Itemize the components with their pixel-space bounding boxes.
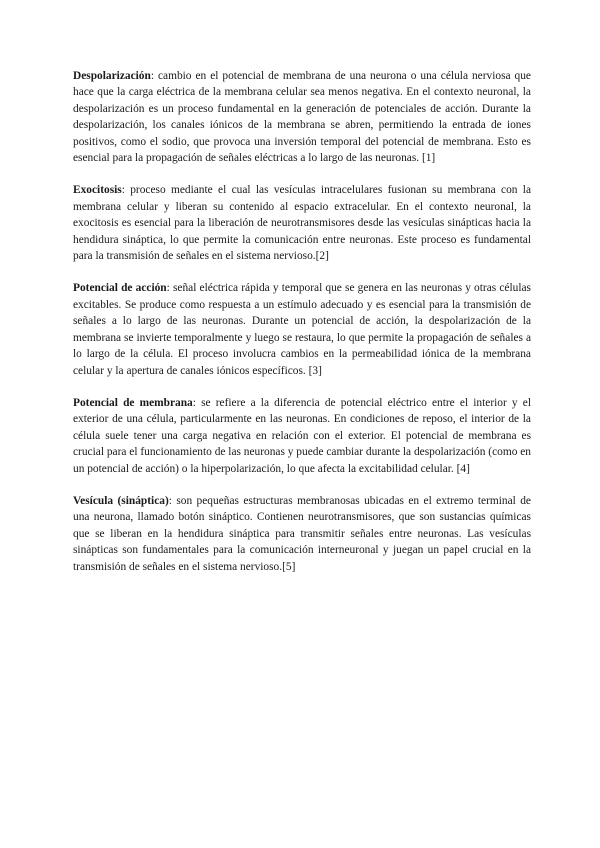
glossary-entry-exocitosis [73, 182, 531, 264]
glossary-entry-potencial-de-accion [73, 280, 531, 378]
document-page [73, 68, 531, 591]
glossary-entry-vesicula-sinaptica [73, 493, 531, 575]
glossary-term: Despolarización [73, 70, 151, 82]
glossary-entry-potencial-de-membrana [73, 395, 531, 477]
glossary-definition: : son pequeñas estructuras membranosas ubicadas en el extremo terminal de una neurona, llamado botón sináptico. Contienen neurotransmisores, que son sustancias químicas que se liberan en la hendidura sináptica para transmitir señales entre neuronas. Las vesículas sinápticas son fundamentales para la comunicación interneuronal y juegan un papel crucial en la transmisión de señales en el sistema nervioso.[5] [73, 494, 531, 573]
glossary-term: Exocitosis [73, 184, 122, 197]
glossary-definition: : proceso mediante el cual las vesículas intracelulares fusionan su membrana con la membrana celular y liberan su contenido al espacio extracelular. En el contexto neuronal, la exocitosis es esencial para la liberación de neurotransmisores desde las vesículas sinápticas hacia la hendidura sináptica, lo que permite la comunicación entre neuronas. Este proceso es fundamental para la transmisión de señales en el sistema nervioso.[2] [73, 184, 531, 263]
glossary-definition: : cambio en el potencial de membrana de una neurona o una célula nerviosa que hace que la carga eléctrica de la membrana celular sea menos negativa. En el contexto neuronal, la despolarización es un proceso fundamental en la generación de potenciales de acción. Durante la despolarización, los canales iónicos de la membrana se abren, permitiendo la entrada de iones positivos, como el sodio, que provoca una inversión temporal del potencial de membrana. Esto es esencial para la propagación de señales eléctricas a lo largo de las neuronas. [1] [73, 70, 531, 165]
glossary-definition: : señal eléctrica rápida y temporal que se genera en las neuronas y otras células excitables. Se produce como respuesta a un estímulo adecuado y es esencial para la transmisión de señales a lo largo de las neuronas. Durante un potencial de acción, la despolarización de la membrana se invierte temporalmente y luego se restaura, lo que permite la propagación de señales a lo largo de la célula. El proceso involucra cambios en la permeabilidad iónica de la membrana celular y la apertura de canales iónicos específicos. [3] [73, 282, 531, 377]
glossary-term: Potencial de membrana [73, 396, 193, 409]
glossary-entry-despolarizacion [73, 68, 531, 166]
glossary-term: Vesícula (sináptica) [73, 494, 169, 507]
glossary-definition: : se refiere a la diferencia de potencial eléctrico entre el interior y el exterior de una célula, particularmente en las neuronas. En condiciones de reposo, el interior de la célula suele tener una carga negativa en relación con el exterior. El potencial de membrana es crucial para el funcionamiento de las neuronas y puede cambiar durante la despolarización (como en un potencial de acción) o la hiperpolarización, lo que afecta la excitabilidad celular. [4] [73, 396, 531, 475]
glossary-term: Potencial de acción [73, 282, 167, 295]
